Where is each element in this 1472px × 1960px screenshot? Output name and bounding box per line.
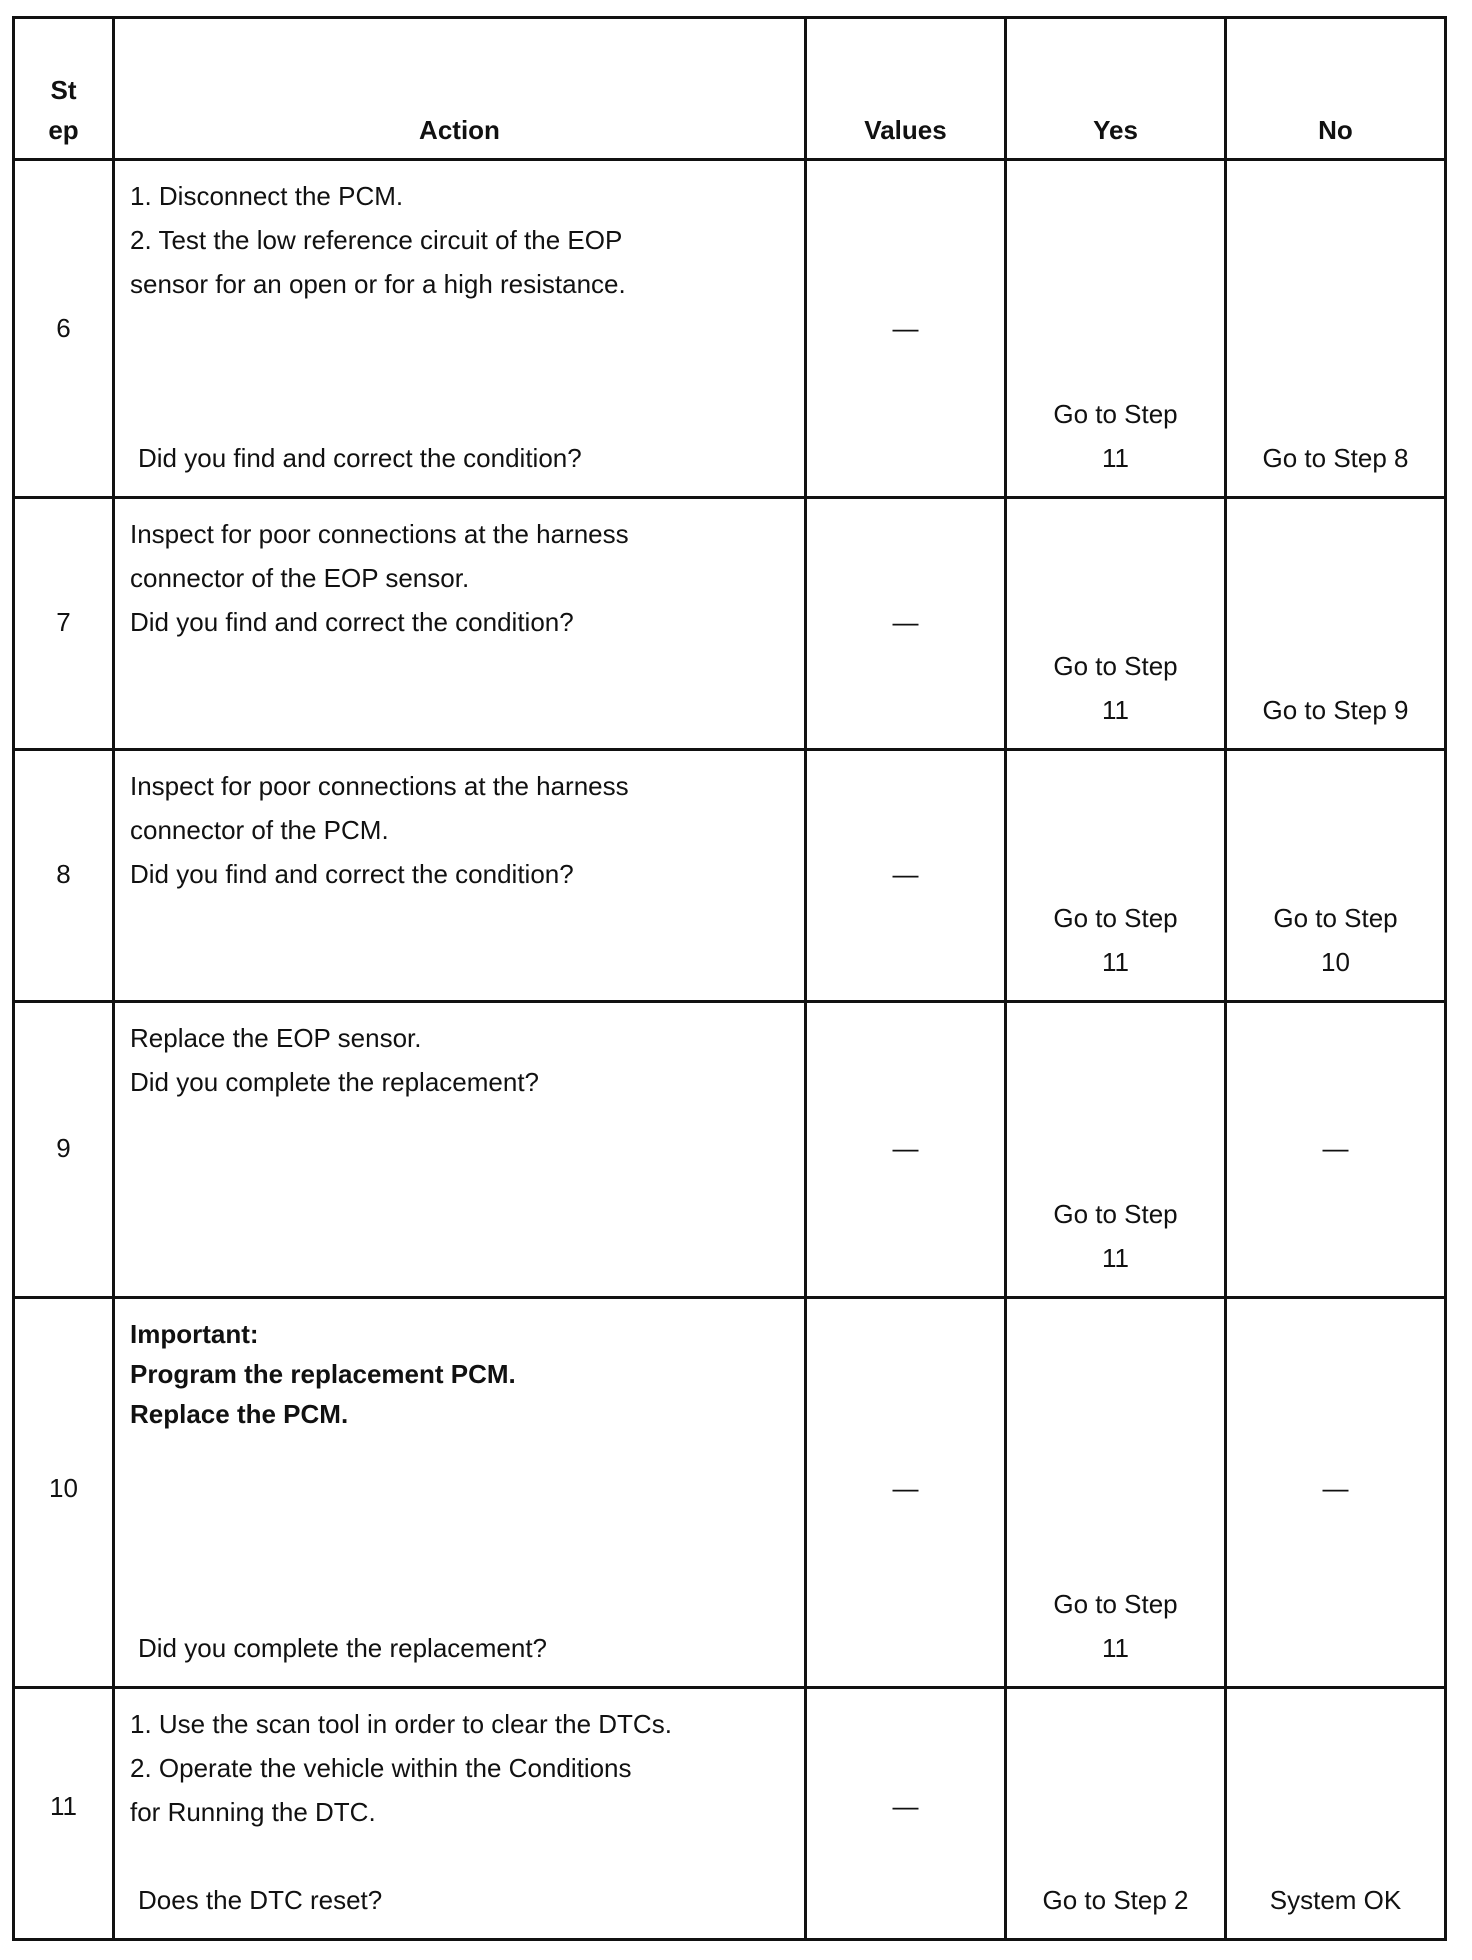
action-line: Did you find and correct the condition? (130, 859, 574, 889)
header-step-line: ep (48, 115, 79, 145)
yes-line: 11 (1102, 1243, 1129, 1273)
header-action: Action (419, 115, 500, 145)
yes-line: Go to Step (1053, 1199, 1178, 1229)
header-step (15, 70, 112, 150)
grid-line (12, 158, 1447, 161)
header-yes: Yes (1093, 115, 1138, 145)
grid-line (12, 16, 15, 1941)
yes-line: Go to Step (1053, 651, 1178, 681)
values-cell: — (892, 1133, 919, 1163)
step-number: 9 (56, 1133, 71, 1163)
header-step-line: St (50, 75, 77, 105)
action-text (130, 512, 790, 644)
no-line: System OK (1269, 1885, 1402, 1915)
diagnostic-table (12, 16, 1447, 1941)
yes-line: Go to Step 2 (1042, 1885, 1189, 1915)
important-line: Program the replacement PCM. (130, 1359, 516, 1389)
action-line: Inspect for poor connections at the harness (130, 771, 629, 801)
important-line: Replace the PCM. (130, 1399, 349, 1429)
values-cell: — (892, 1791, 919, 1821)
action-text (130, 764, 790, 896)
step-number: 8 (56, 859, 71, 889)
yes-line: Go to Step (1053, 903, 1178, 933)
no-cell (1227, 1878, 1444, 1922)
action-line: Did you find and correct the condition? (130, 607, 574, 637)
action-line: Inspect for poor connections at the harness (130, 519, 629, 549)
no-line: Go to Step 9 (1262, 695, 1409, 725)
question-text: Does the DTC reset? (138, 1885, 383, 1915)
values-cell: — (892, 859, 919, 889)
question-text: Did you complete the replacement? (138, 1633, 548, 1663)
action-line: Replace the EOP sensor. (130, 1023, 422, 1053)
grid-line (12, 496, 1447, 499)
no-cell (1227, 688, 1444, 732)
header-values: Values (864, 115, 947, 145)
values-cell: — (892, 1473, 919, 1503)
important-note (130, 1314, 790, 1434)
values-cell: — (892, 313, 919, 343)
values-cell: — (892, 607, 919, 637)
action-line: 1. Use the scan tool in order to clear the DTCs. (130, 1709, 672, 1739)
no-cell (1227, 436, 1444, 480)
yes-cell (1007, 644, 1224, 732)
yes-cell (1007, 896, 1224, 984)
action-text (130, 1702, 790, 1834)
yes-cell (1007, 1878, 1224, 1922)
grid-line (12, 1000, 1447, 1003)
no-line: Go to Step (1273, 903, 1398, 933)
grid-line (1444, 16, 1447, 1941)
yes-line: 11 (1102, 695, 1129, 725)
yes-cell (1007, 1192, 1224, 1280)
action-line: connector of the EOP sensor. (130, 563, 470, 593)
yes-line: 11 (1102, 443, 1129, 473)
yes-line: 11 (1102, 1633, 1129, 1663)
grid-line (12, 748, 1447, 751)
grid-line (12, 1938, 1447, 1941)
no-cell (1227, 1126, 1444, 1170)
action-line: connector of the PCM. (130, 815, 389, 845)
grid-line (12, 1686, 1447, 1689)
yes-line: Go to Step (1053, 1589, 1178, 1619)
action-line: 1. Disconnect the PCM. (130, 181, 404, 211)
grid-line (804, 16, 807, 1941)
no-cell (1227, 1466, 1444, 1510)
step-number: 10 (49, 1473, 78, 1503)
grid-line (12, 1296, 1447, 1299)
header-no: No (1318, 115, 1353, 145)
no-line: Go to Step 8 (1262, 443, 1409, 473)
important-line: Important: (130, 1319, 259, 1349)
no-cell (1227, 896, 1444, 984)
no-line: — (1322, 1473, 1349, 1503)
grid-line (12, 16, 1447, 19)
step-number: 7 (56, 607, 71, 637)
yes-line: Go to Step (1053, 399, 1178, 429)
question-text: Did you find and correct the condition? (138, 443, 582, 473)
step-number: 11 (50, 1791, 77, 1821)
step-number: 6 (56, 313, 71, 343)
action-line: Did you complete the replacement? (130, 1067, 540, 1097)
yes-line: 11 (1102, 947, 1129, 977)
action-line: 2. Test the low reference circuit of the EOP (130, 225, 623, 255)
action-line: for Running the DTC. (130, 1797, 376, 1827)
action-text (130, 174, 790, 306)
action-text (130, 1016, 790, 1104)
no-line: 10 (1321, 947, 1350, 977)
grid-line (112, 16, 115, 1941)
no-line: — (1322, 1133, 1349, 1163)
action-line: sensor for an open or for a high resistance. (130, 269, 626, 299)
action-line: 2. Operate the vehicle within the Conditions (130, 1753, 632, 1783)
yes-cell (1007, 1582, 1224, 1670)
yes-cell (1007, 392, 1224, 480)
